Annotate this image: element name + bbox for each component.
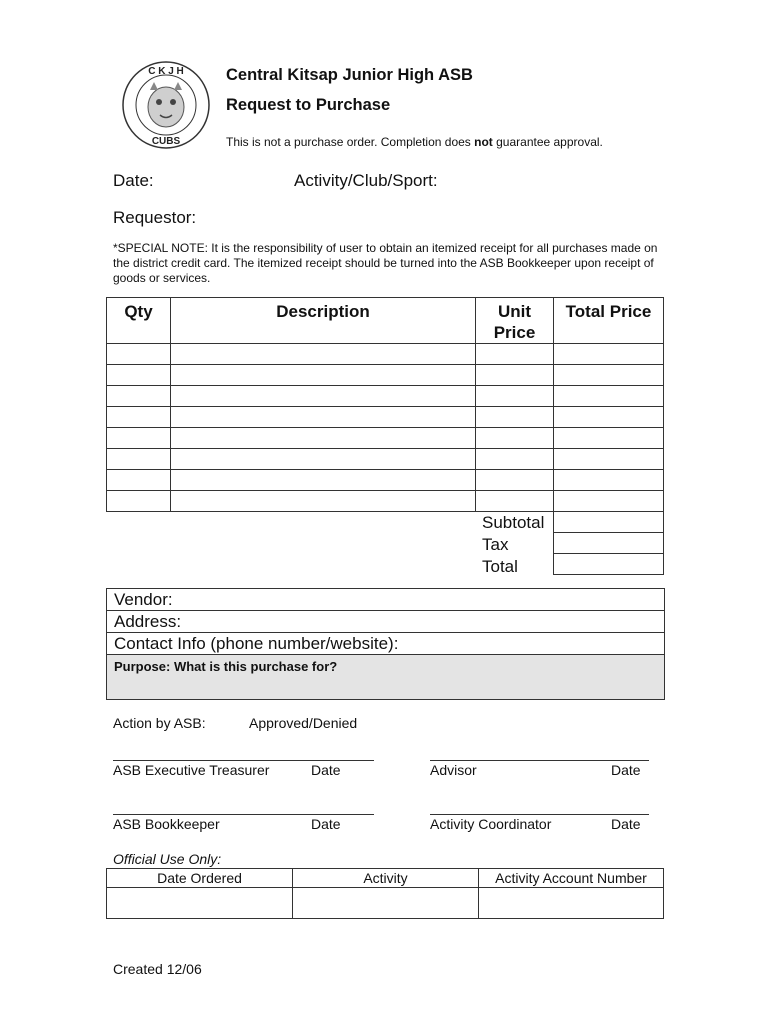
special-note: *SPECIAL NOTE: It is the responsibility of user to obtain an itemized receipt for all purchases made on the district credit card. The itemized receipt should be turned into the ASB Bookkeeper upon receipt of goods or services. bbox=[113, 241, 658, 285]
unit-price-cell[interactable] bbox=[476, 470, 554, 491]
item-row bbox=[107, 470, 664, 491]
logo-bottom-text: CUBS bbox=[151, 136, 181, 147]
logo-top-text: C K J H bbox=[148, 66, 184, 77]
total-field[interactable] bbox=[554, 554, 664, 575]
vendor-field[interactable]: Vendor: bbox=[107, 589, 664, 611]
date-ordered-cell[interactable] bbox=[107, 888, 293, 919]
notice-text bbox=[226, 135, 603, 149]
unit-price-cell[interactable] bbox=[476, 407, 554, 428]
school-logo bbox=[118, 60, 214, 150]
notice-bold: not bbox=[474, 135, 493, 149]
total-price-cell[interactable] bbox=[554, 344, 664, 365]
unit-price-cell[interactable] bbox=[476, 449, 554, 470]
item-row bbox=[107, 491, 664, 512]
qty-cell[interactable] bbox=[107, 491, 171, 512]
qty-cell[interactable] bbox=[107, 344, 171, 365]
description-cell[interactable] bbox=[171, 491, 476, 512]
description-cell[interactable] bbox=[171, 470, 476, 491]
notice-after: guarantee approval. bbox=[492, 135, 603, 149]
item-row bbox=[107, 344, 664, 365]
unit-price-cell[interactable] bbox=[476, 365, 554, 386]
total-label: Total bbox=[482, 557, 518, 576]
total-price-header: Total Price bbox=[554, 298, 664, 344]
unit-price-header: Unit Price bbox=[476, 298, 554, 344]
activity-label: Activity/Club/Sport: bbox=[294, 171, 438, 190]
subtotal-label: Subtotal bbox=[482, 513, 545, 532]
description-cell[interactable] bbox=[171, 344, 476, 365]
total-price-cell[interactable] bbox=[554, 407, 664, 428]
created-date: Created 12/06 bbox=[113, 961, 202, 977]
total-price-cell[interactable] bbox=[554, 470, 664, 491]
qty-cell[interactable] bbox=[107, 407, 171, 428]
activity-header: Activity bbox=[293, 869, 479, 888]
description-cell[interactable] bbox=[171, 449, 476, 470]
date-ordered-header: Date Ordered bbox=[107, 869, 293, 888]
description-cell[interactable] bbox=[171, 386, 476, 407]
bookkeeper-date-label: Date bbox=[311, 816, 341, 832]
total-price-cell[interactable] bbox=[554, 428, 664, 449]
description-cell[interactable] bbox=[171, 407, 476, 428]
description-cell[interactable] bbox=[171, 428, 476, 449]
contact-field[interactable]: Contact Info (phone number/website): bbox=[107, 633, 664, 655]
description-header: Description bbox=[171, 298, 476, 344]
total-price-cell[interactable] bbox=[554, 491, 664, 512]
advisor-date-label: Date bbox=[611, 762, 641, 778]
subtotal-field[interactable] bbox=[554, 512, 664, 533]
notice-before: This is not a purchase order. Completion does bbox=[226, 135, 475, 149]
qty-cell[interactable] bbox=[107, 365, 171, 386]
account-number-cell[interactable] bbox=[479, 888, 664, 919]
tax-label: Tax bbox=[482, 535, 509, 554]
treasurer-date-label: Date bbox=[311, 762, 341, 778]
requestor-label: Requestor: bbox=[113, 208, 197, 227]
treasurer-label: ASB Executive Treasurer bbox=[113, 762, 270, 778]
item-row bbox=[107, 449, 664, 470]
form-title: Central Kitsap Junior High ASB bbox=[226, 66, 473, 84]
tax-field[interactable] bbox=[554, 533, 664, 554]
item-row bbox=[107, 428, 664, 449]
advisor-signature-line[interactable] bbox=[430, 760, 649, 761]
total-price-cell[interactable] bbox=[554, 386, 664, 407]
unit-price-cell[interactable] bbox=[476, 386, 554, 407]
account-number-header: Activity Account Number bbox=[479, 869, 664, 888]
vendor-box bbox=[106, 588, 665, 700]
coordinator-signature-line[interactable] bbox=[430, 814, 649, 815]
total-price-cell[interactable] bbox=[554, 449, 664, 470]
coordinator-label: Activity Coordinator bbox=[430, 816, 552, 832]
action-status: Approved/Denied bbox=[249, 715, 358, 731]
total-price-cell[interactable] bbox=[554, 365, 664, 386]
address-field[interactable]: Address: bbox=[107, 611, 664, 633]
qty-cell[interactable] bbox=[107, 386, 171, 407]
bookkeeper-signature-line[interactable] bbox=[113, 814, 374, 815]
coordinator-date-label: Date bbox=[611, 816, 641, 832]
totals-table bbox=[553, 511, 664, 575]
date-label: Date: bbox=[113, 171, 154, 190]
unit-price-cell[interactable] bbox=[476, 344, 554, 365]
items-table bbox=[106, 297, 664, 512]
description-cell[interactable] bbox=[171, 365, 476, 386]
action-label: Action by ASB: bbox=[113, 715, 206, 731]
unit-price-cell[interactable] bbox=[476, 428, 554, 449]
item-row bbox=[107, 365, 664, 386]
qty-cell[interactable] bbox=[107, 470, 171, 491]
item-row bbox=[107, 386, 664, 407]
qty-cell[interactable] bbox=[107, 449, 171, 470]
item-row bbox=[107, 407, 664, 428]
bookkeeper-label: ASB Bookkeeper bbox=[113, 816, 220, 832]
advisor-label: Advisor bbox=[430, 762, 477, 778]
treasurer-signature-line[interactable] bbox=[113, 760, 374, 761]
form-subtitle: Request to Purchase bbox=[226, 96, 391, 114]
official-use-table bbox=[106, 868, 664, 919]
purpose-field[interactable]: Purpose: What is this purchase for? bbox=[107, 655, 664, 699]
qty-cell[interactable] bbox=[107, 428, 171, 449]
unit-price-cell[interactable] bbox=[476, 491, 554, 512]
qty-header: Qty bbox=[107, 298, 171, 344]
official-use-title: Official Use Only: bbox=[113, 851, 222, 867]
activity-cell[interactable] bbox=[293, 888, 479, 919]
